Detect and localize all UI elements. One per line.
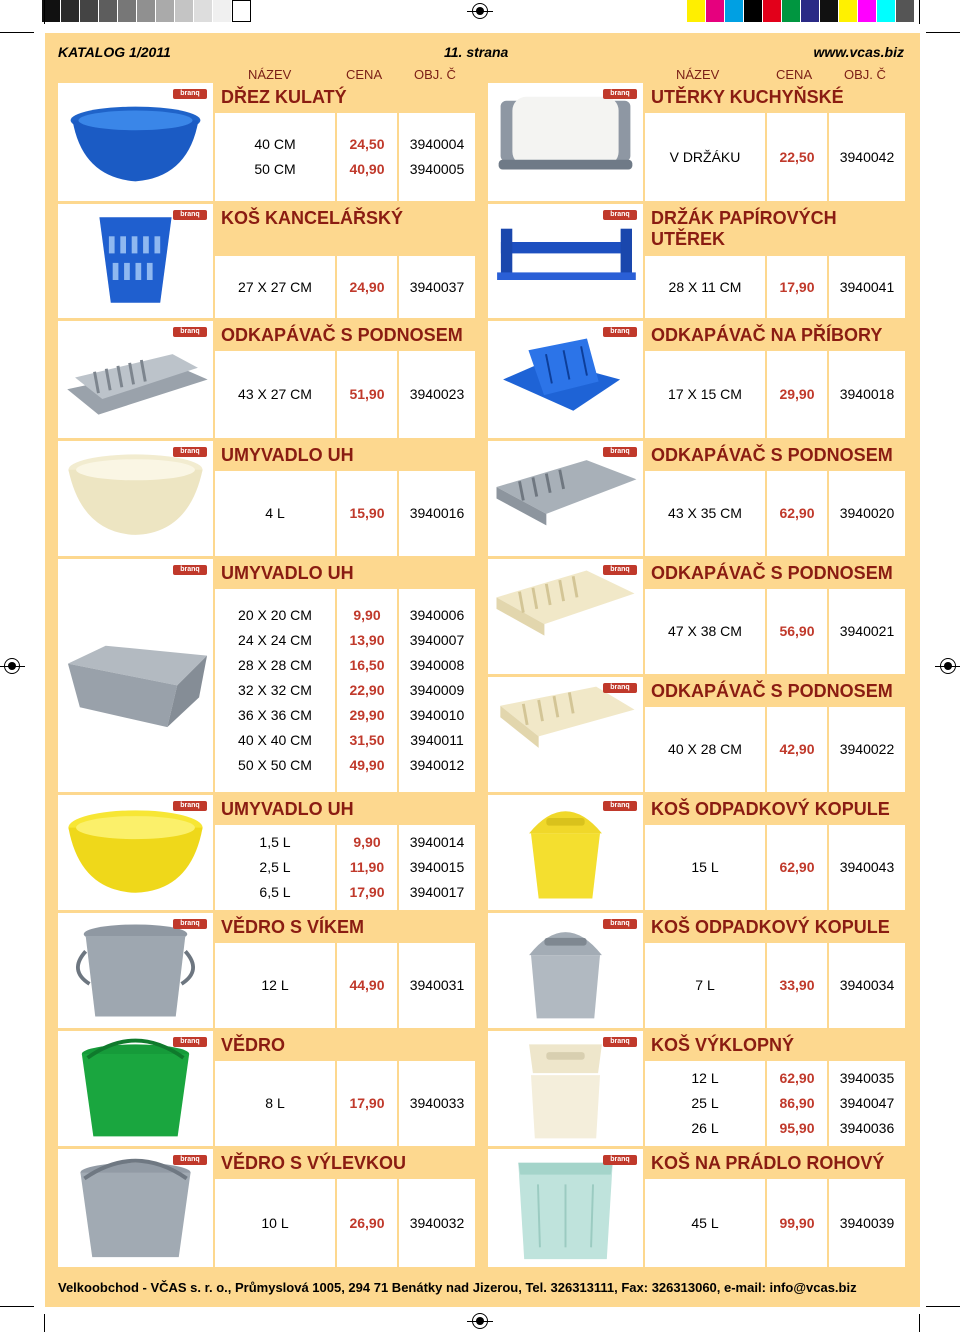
variant-size: 27 X 27 CM [238,278,312,295]
variant-price: 33,90 [779,977,815,993]
variant-size: 40 CM [254,136,296,152]
variant-size: 8 L [265,1095,285,1111]
product-variants [215,471,475,556]
product-title: UMYVADLO UH [215,441,475,469]
product-title: KOŠ NA PRÁDLO ROHOVÝ [645,1149,905,1177]
crop-mark [926,32,960,33]
brand-logo: branq [603,89,637,99]
product-title: ODKAPÁVAČ S PODNOSEM [215,321,475,349]
product-photo [58,795,213,910]
crop-mark [919,0,920,24]
variant-price: 95,90 [779,1120,815,1136]
order-code-column [399,351,475,438]
product-title: VĚDRO S VÍKEM [215,913,475,941]
product-variants [645,1061,905,1146]
size-column [215,471,335,556]
variant-order-code: 3940009 [409,682,465,698]
size-column [645,471,765,556]
order-code-column [829,351,905,438]
order-code-column [829,256,905,318]
variant-size: 28 X 11 CM [668,278,742,295]
variant-size: 24 X 24 CM [238,632,312,648]
variant-size: 40 X 28 CM [668,741,742,757]
variant-order-code: 3940015 [409,859,465,875]
crop-mark [0,32,34,33]
variant-size: 12 L [261,977,289,993]
product-photo [58,441,213,556]
order-code-column [829,943,905,1028]
green-bucket-image [58,1031,213,1146]
size-column [645,589,765,674]
size-column [215,351,335,438]
price-column [337,256,397,318]
product-variants [215,943,475,1028]
variant-order-code: 3940036 [839,1120,895,1136]
price-column [767,113,827,201]
variant-size: 7 L [695,977,715,993]
variant-order-code: 3940012 [409,757,465,773]
order-code-column [399,943,475,1028]
variant-size: 20 X 20 CM [238,607,312,623]
product-card [488,795,905,910]
website-link[interactable]: www.vcas.biz [813,44,904,60]
variant-size: 17 X 15 CM [668,386,742,402]
grey-dish-rack-image [58,321,213,438]
column-header-order: OBJ. Č [844,67,886,82]
registration-mark-right [940,658,956,674]
variant-order-code: 3940037 [409,278,465,295]
order-code-column [829,471,905,556]
product-card [58,1149,475,1267]
product-variants [645,707,905,792]
product-title: UMYVADLO UH [215,559,475,587]
variant-size: 43 X 27 CM [238,386,312,402]
order-code-column [829,589,905,674]
variant-order-code: 3940031 [409,977,465,993]
price-column [767,589,827,674]
product-title: ODKAPÁVAČ S PODNOSEM [645,559,905,587]
variant-price: 42,90 [779,741,815,757]
price-column [337,1061,397,1146]
variant-order-code: 3940033 [409,1095,465,1111]
blue-office-bin-image [58,204,213,318]
variant-price: 13,90 [349,632,385,648]
grey-square-basin-image [58,559,213,792]
column-header-order: OBJ. Č [414,67,456,82]
price-column [767,256,827,318]
variant-price: 62,90 [779,505,815,521]
product-card [58,441,475,556]
variant-price: 15,90 [349,505,385,521]
brand-logo: branq [173,1155,207,1165]
variant-price: 31,50 [349,732,385,748]
price-column [337,825,397,910]
brand-logo: branq [603,801,637,811]
registration-mark-top [472,3,488,19]
product-title: KOŠ ODPADKOVÝ KOPULE [645,913,905,941]
variant-order-code: 3940011 [410,732,464,748]
variant-price: 99,90 [779,1214,815,1231]
product-card [488,677,905,792]
variant-price: 17,90 [349,1095,385,1111]
product-photo [58,321,213,438]
size-column [645,351,765,438]
product-card [488,1149,905,1267]
mint-laundry-basket-image [488,1149,643,1267]
product-title: KOŠ KANCELÁŘSKÝ [215,204,475,254]
grey-bucket-lid-image [58,913,213,1028]
size-column [215,256,335,318]
product-photo [488,913,643,1028]
variant-price: 40,90 [349,161,385,177]
blue-cutlery-drainer-image [488,321,643,438]
grey-bucket-spout-image [58,1149,213,1267]
price-column [767,1179,827,1267]
product-card [58,321,475,438]
registration-mark-bottom [472,1313,488,1329]
product-card [488,204,905,318]
product-title: KOŠ VÝKLOPNÝ [645,1031,905,1059]
catalog-label: KATALOG 1/2011 [58,44,171,60]
variant-order-code: 3940017 [409,884,465,900]
product-photo [58,1149,213,1267]
color-bar [687,0,915,22]
product-variants [645,471,905,556]
product-title: ODKAPÁVAČ S PODNOSEM [645,677,905,705]
variant-size: 12 L [691,1070,719,1086]
product-photo [58,204,213,318]
variant-size: 2,5 L [259,859,291,875]
order-code-column [399,113,475,201]
size-column [215,113,335,201]
product-card [488,83,905,201]
variant-size: 36 X 36 CM [238,707,312,723]
product-variants [215,256,475,318]
brand-logo: branq [173,327,207,337]
variant-order-code: 3940047 [839,1095,895,1111]
size-column [645,256,765,318]
order-code-column [399,471,475,556]
price-column [337,1179,397,1267]
product-photo [58,913,213,1028]
variant-order-code: 3940042 [839,148,895,165]
brand-logo: branq [173,565,207,575]
variant-size: 26 L [691,1120,719,1136]
product-photo [488,795,643,910]
variant-order-code: 3940032 [409,1214,465,1231]
size-column [645,707,765,792]
product-card [488,559,905,674]
size-column [215,1179,335,1267]
product-title: UMYVADLO UH [215,795,475,823]
product-photo [488,559,643,674]
variant-size: 15 L [691,859,719,875]
variant-price: 56,90 [779,623,815,639]
variant-price: 62,90 [779,1070,815,1086]
variant-size: 4 L [265,505,285,521]
variant-order-code: 3940008 [409,657,465,673]
price-column [767,707,827,792]
order-code-column [829,113,905,201]
grayscale-bar [42,0,251,22]
column-header-price: CENA [776,67,813,82]
registration-mark-left [4,658,20,674]
product-variants [215,825,475,910]
variant-order-code: 3940043 [839,859,895,875]
grey-dish-rack-large-image [488,441,643,556]
variant-size: 50 CM [254,161,296,177]
product-title: KOŠ ODPADKOVÝ KOPULE [645,795,905,823]
variant-price: 17,90 [349,884,385,900]
column-header-price: CENA [346,67,383,82]
variant-size: 1,5 L [259,834,291,850]
variant-size: V DRŽÁKU [669,148,741,165]
variant-price: 24,50 [349,136,385,152]
price-column [767,471,827,556]
product-title: DŘEZ KULATÝ [215,83,475,111]
size-column [215,825,335,910]
product-card [58,559,475,792]
product-title: ODKAPÁVAČ S PODNOSEM [645,441,905,469]
product-photo [488,677,643,792]
variant-size: 43 X 35 CM [668,505,742,521]
crop-mark [44,0,45,24]
order-code-column [399,256,475,318]
variant-order-code: 3940010 [409,707,465,723]
product-variants [645,113,905,201]
price-column [337,589,397,792]
order-code-column [829,1061,905,1146]
product-card [488,441,905,556]
product-title: VĚDRO [215,1031,475,1059]
crop-mark [0,1306,34,1307]
variant-size: 50 X 50 CM [238,757,312,773]
brand-logo: branq [173,89,207,99]
paper-towel-holder-image [488,83,643,201]
crop-mark [919,1314,920,1332]
product-photo [488,204,643,318]
crop-mark [926,1306,960,1307]
product-card [58,913,475,1028]
product-variants [645,943,905,1028]
size-column [645,1179,765,1267]
variant-size: 40 X 40 CM [238,732,312,748]
variant-size: 10 L [261,1214,289,1231]
variant-order-code: 3940034 [839,977,895,993]
product-photo [58,1031,213,1146]
product-variants [215,1061,475,1146]
variant-order-code: 3940022 [839,741,895,757]
product-variants [215,589,475,792]
variant-order-code: 3940023 [409,386,465,402]
product-card [488,1031,905,1146]
product-variants [215,1179,475,1267]
variant-order-code: 3940016 [409,505,465,521]
price-column [337,943,397,1028]
variant-size: 32 X 32 CM [238,682,312,698]
variant-order-code: 3940005 [409,161,465,177]
price-column [337,351,397,438]
brand-logo: branq [173,1037,207,1047]
brand-logo: branq [603,327,637,337]
footer-contact: Velkoobchod - VČAS s. r. o., Průmyslová 1005, 294 71 Benátky nad Jizerou, Tel. 326313111, Fax: 326313060, e-mail: info@vcas.biz [58,1280,857,1295]
order-code-column [829,825,905,910]
variant-price: 22,50 [779,148,815,165]
variant-size: 47 X 38 CM [668,623,742,639]
brand-logo: branq [173,801,207,811]
variant-price: 51,90 [349,386,385,402]
variant-size: 28 X 28 CM [238,657,312,673]
order-code-column [399,825,475,910]
variant-size: 6,5 L [259,884,291,900]
variant-price: 29,90 [779,386,815,402]
brand-logo: branq [173,919,207,929]
product-variants [645,825,905,910]
column-header-name: NÁZEV [676,67,720,82]
order-code-column [829,1179,905,1267]
product-photo [488,441,643,556]
product-title: DRŽÁK PAPÍROVÝCH UTĚREK [645,204,905,254]
variant-price: 24,90 [349,278,385,295]
order-code-column [399,1179,475,1267]
size-column [645,1061,765,1146]
variant-price: 86,90 [779,1095,815,1111]
cream-swing-bin-image [488,1031,643,1146]
price-column [767,1061,827,1146]
variant-price: 29,90 [349,707,385,723]
brand-logo: branq [173,447,207,457]
blue-round-basin-image [58,83,213,201]
size-column [215,1061,335,1146]
yellow-basin-image [58,795,213,910]
yellow-dome-bin-image [488,795,643,910]
crop-mark [44,1314,45,1332]
variant-price: 9,90 [353,834,381,850]
product-card [58,795,475,910]
variant-price: 62,90 [779,859,815,875]
product-title: UTĚRKY KUCHYŇSKÉ [645,83,905,111]
product-title: ODKAPÁVAČ NA PŘÍBORY [645,321,905,349]
price-column [767,943,827,1028]
variant-price: 17,90 [779,278,815,295]
variant-price: 44,90 [349,977,385,993]
size-column [215,589,335,792]
order-code-column [399,589,475,792]
variant-order-code: 3940007 [409,632,465,648]
brand-logo: branq [603,1037,637,1047]
brand-logo: branq [603,1155,637,1165]
price-column [337,113,397,201]
product-photo [488,1149,643,1267]
variant-order-code: 3940014 [409,834,465,850]
variant-order-code: 3940021 [839,623,895,639]
variant-price: 49,90 [349,757,385,773]
size-column [645,825,765,910]
variant-order-code: 3940035 [839,1070,895,1086]
product-variants [215,113,475,201]
variant-price: 26,90 [349,1214,385,1231]
product-card [58,83,475,201]
variant-order-code: 3940006 [409,607,465,623]
brand-logo: branq [603,447,637,457]
variant-order-code: 3940039 [839,1214,895,1231]
size-column [645,113,765,201]
price-column [767,351,827,438]
order-code-column [399,1061,475,1146]
brand-logo: branq [603,683,637,693]
variant-price: 11,90 [349,859,385,875]
product-photo [58,83,213,201]
product-variants [645,351,905,438]
grey-dome-bin-image [488,913,643,1028]
product-variants [215,351,475,438]
price-column [767,825,827,910]
product-photo [58,559,213,792]
brand-logo: branq [603,210,637,220]
variant-order-code: 3940041 [839,278,895,295]
product-card [58,204,475,318]
variant-order-code: 3940004 [409,136,465,152]
product-photo [488,321,643,438]
variant-order-code: 3940018 [839,386,895,402]
variant-price: 16,50 [349,657,385,673]
brand-logo: branq [173,210,207,220]
product-title: VĚDRO S VÝLEVKOU [215,1149,475,1177]
page-number: 11. strana [444,44,509,60]
product-variants [645,589,905,674]
variant-price: 9,90 [353,607,381,623]
product-card [488,913,905,1028]
product-card [58,1031,475,1146]
cream-dish-rack-image [488,559,643,674]
blue-towel-bracket-image [488,204,643,318]
page-header [58,44,904,60]
price-column [337,471,397,556]
size-column [215,943,335,1028]
product-variants [645,256,905,318]
variant-price: 22,90 [349,682,385,698]
cream-dish-rack-small-image [488,677,643,792]
variant-size: 25 L [691,1095,719,1111]
brand-logo: branq [603,919,637,929]
product-variants [645,1179,905,1267]
order-code-column [829,707,905,792]
product-card [488,321,905,438]
brand-logo: branq [603,565,637,575]
product-photo [488,1031,643,1146]
cream-basin-image [58,441,213,556]
variant-order-code: 3940020 [839,505,895,521]
column-header-name: NÁZEV [248,67,292,82]
variant-size: 45 L [691,1214,719,1231]
product-photo [488,83,643,201]
size-column [645,943,765,1028]
